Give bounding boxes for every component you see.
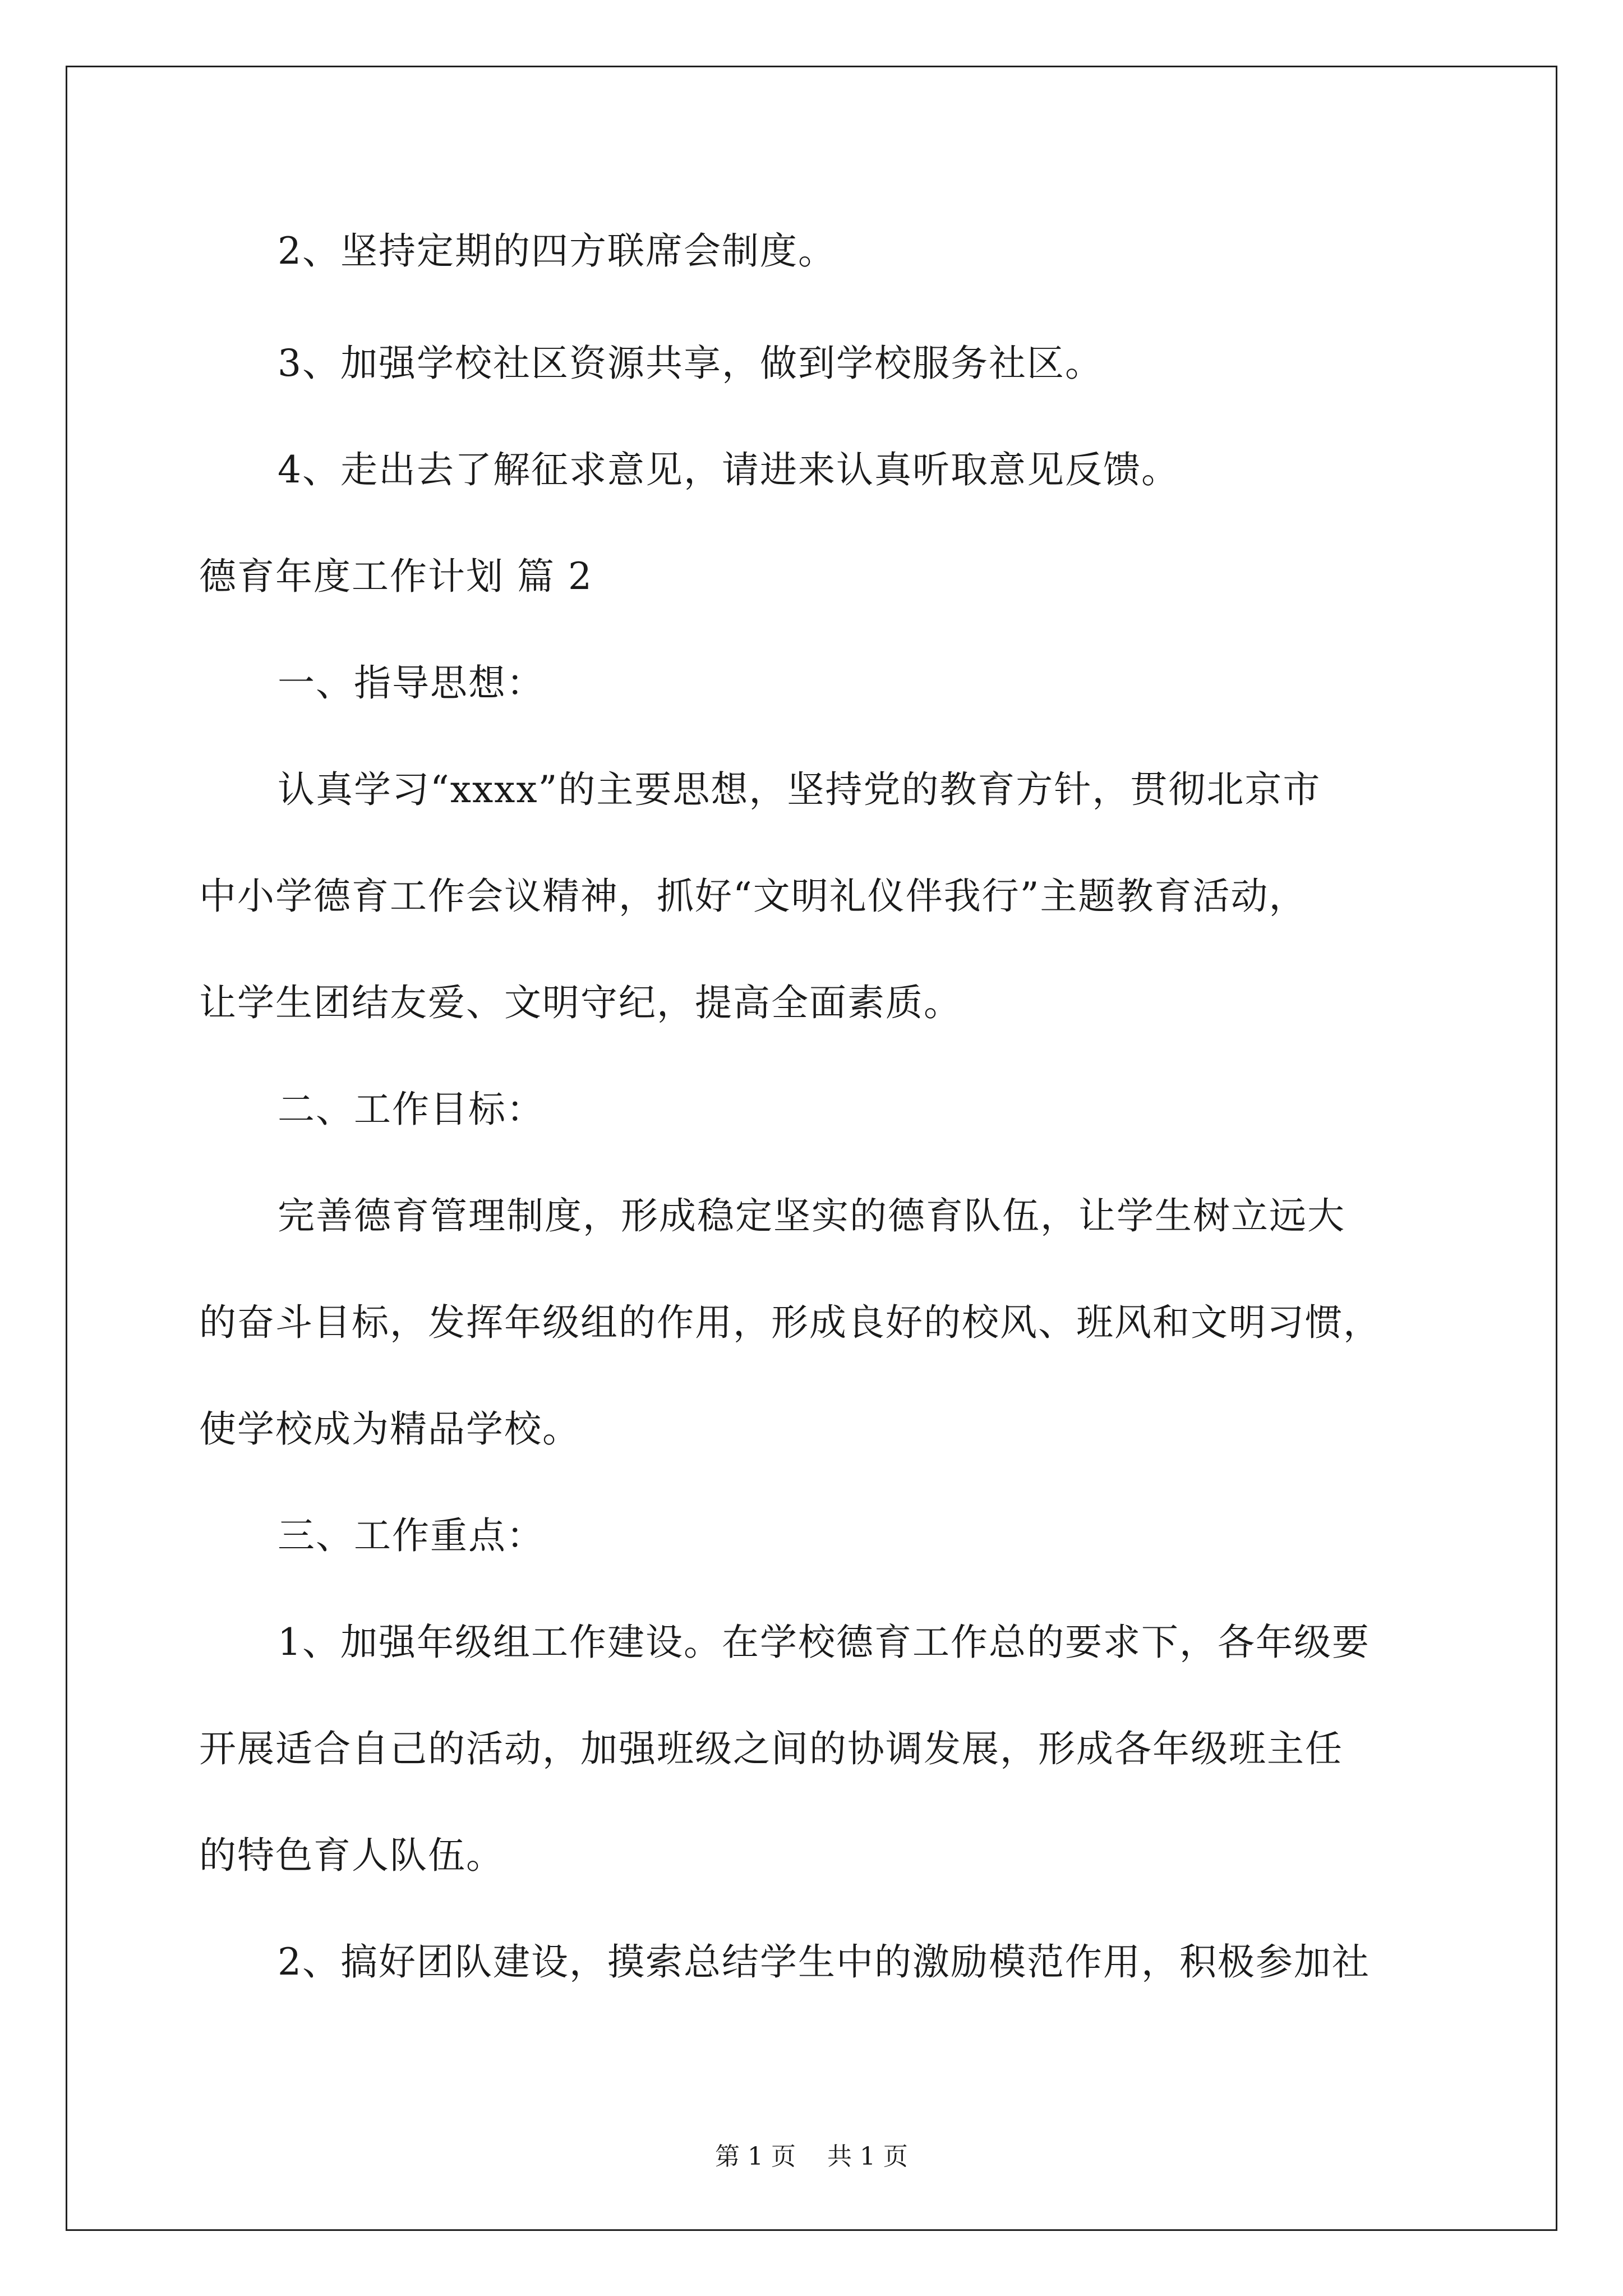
subheading-guiding-thought: 一、指导思想：: [278, 661, 545, 705]
body-line-3: 4、走出去了解征求意见，请进来认真听取意见反馈。: [278, 448, 1179, 491]
body-line-12: 使学校成为精品学校。: [199, 1407, 580, 1451]
body-line-1: 2、坚持定期的四方联席会制度。: [278, 229, 836, 273]
body-line-14: 1、加强年级组工作建设。在学校德育工作总的要求下，各年级要: [278, 1621, 1370, 1664]
body-line-7: 中小学德育工作会议精神，抓好“文明礼仪伴我行”主题教育活动，: [199, 875, 1307, 918]
body-line-16: 的特色育人队伍。: [199, 1834, 504, 1877]
page-number-footer: 第 1 页 共 1 页: [715, 2142, 908, 2171]
body-line-10: 完善德育管理制度，形成稳定坚实的德育队伍，让学生树立远大: [278, 1194, 1345, 1237]
body-line-6: 认真学习“xxxx”的主要思想，坚持党的教育方针，贯彻北京市: [278, 768, 1321, 811]
body-line-2: 3、加强学校社区资源共享，做到学校服务社区。: [278, 342, 1103, 385]
body-line-8: 让学生团结友爱、文明守纪，提高全面素质。: [199, 981, 962, 1024]
subheading-work-goals: 二、工作目标：: [278, 1088, 545, 1131]
page-border: [66, 66, 1557, 2231]
section-heading: 德育年度工作计划 篇 2: [199, 555, 593, 598]
body-line-11: 的奋斗目标，发挥年级组的作用，形成良好的校风、班风和文明习惯，: [199, 1301, 1381, 1344]
body-line-17: 2、搞好团队建设，摸索总结学生中的激励模范作用，积极参加社: [278, 1940, 1370, 1984]
body-line-15: 开展适合自己的活动，加强班级之间的协调发展，形成各年级班主任: [199, 1727, 1343, 1770]
subheading-work-focus: 三、工作重点：: [278, 1514, 545, 1557]
